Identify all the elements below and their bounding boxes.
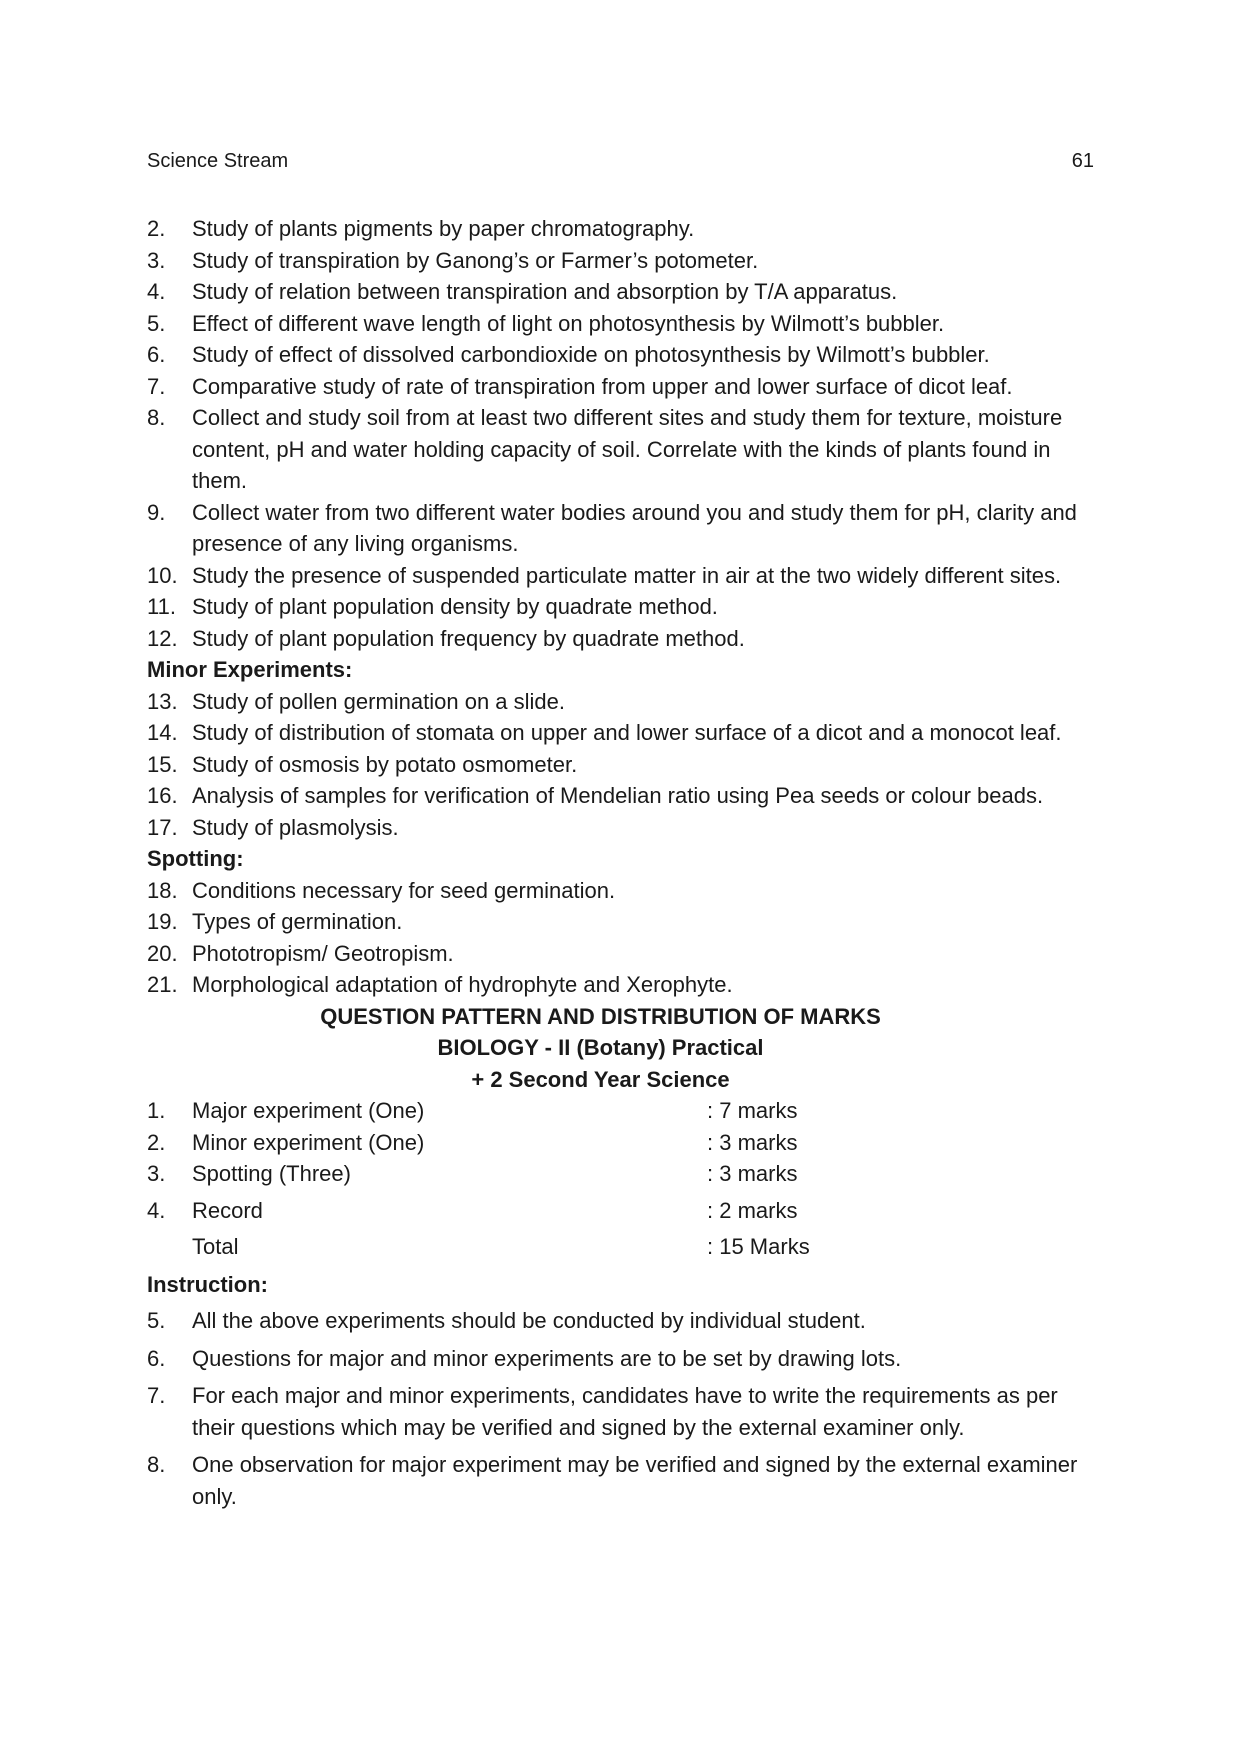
list-item: 15. Study of osmosis by potato osmometer. <box>147 751 578 777</box>
list-item: 9. Collect water from two different water bodies around you and study them for pH, clarity and presence of any living organisms. <box>147 499 1077 556</box>
marks-title: QUESTION PATTERN AND DISTRIBUTION OF MARKS <box>320 1003 881 1029</box>
list-item: 6. Questions for major and minor experiments are to be set by drawing lots. <box>147 1345 902 1371</box>
list-item: 18. Conditions necessary for seed germination. <box>147 877 616 903</box>
list-item: 7. For each major and minor experiments, candidates have to write the requirements as per their questions which may be verified and signed by the external examiner only. <box>147 1383 1058 1440</box>
list-item: 6. Study of effect of dissolved carbondioxide on photosynthesis by Wilmott’s bubbler. <box>147 342 990 367</box>
instruction-heading: Instruction: <box>147 1271 268 1297</box>
list-item: 20. Phototropism/ Geotropism. <box>147 940 454 966</box>
list-item: 3. Study of transpiration by Ganong’s or Farmer’s potometer. <box>147 247 759 273</box>
spotting-heading: Spotting: <box>147 846 244 871</box>
marks-row: 4. Record : 2 marks <box>147 1197 798 1223</box>
running-header <box>147 145 1094 177</box>
major-experiments-list <box>147 213 1094 654</box>
page-number: 61 <box>1071 150 1094 172</box>
list-item: 5. All the above experiments should be conducted by individual student. <box>147 1308 866 1333</box>
marks-table <box>147 1095 1094 1263</box>
list-item: 14. Study of distribution of stomata on upper and lower surface of a dicot and a monocot leaf. <box>147 720 1062 745</box>
list-item: 5. Effect of different wave length of light on photosynthesis by Wilmott’s bubbler. <box>147 310 945 336</box>
minor-experiments-heading: Minor Experiments: <box>147 657 353 682</box>
list-item: 12. Study of plant population frequency by quadrate method. <box>147 625 745 651</box>
marks-total-row: Total : 15 Marks <box>192 1234 810 1259</box>
marks-row: 2. Minor experiment (One) : 3 marks <box>147 1129 798 1155</box>
list-item: 11. Study of plant population density by quadrate method. <box>147 594 718 619</box>
instruction-list <box>147 1305 1094 1512</box>
section-title: Science Stream <box>147 150 289 172</box>
list-item: 2. Study of plants pigments by paper chromatography. <box>147 216 695 241</box>
marks-subtitle: BIOLOGY - II (Botany) Practical <box>437 1035 764 1060</box>
list-item: 8. Collect and study soil from at least two different sites and study them for texture, moisture content, pH and water holding capacity of soil. Correlate with the kinds of plants found in them. <box>147 405 1063 493</box>
list-item: 17. Study of plasmolysis. <box>147 814 399 840</box>
list-item: 7. Comparative study of rate of transpiration from upper and lower surface of dicot leaf. <box>147 373 1013 399</box>
spotting-list <box>147 875 1094 1001</box>
list-item: 4. Study of relation between transpiration and absorption by T/A apparatus. <box>147 279 898 304</box>
marks-subsubtitle: + 2 Second Year Science <box>471 1066 730 1092</box>
list-item: 8. One observation for major experiment may be verified and signed by the external examiner only. <box>147 1452 1078 1509</box>
document-page <box>147 145 1094 1518</box>
list-item: 13. Study of pollen germination on a slide. <box>147 688 566 714</box>
list-item: 19. Types of germination. <box>147 909 403 934</box>
minor-experiments-list <box>147 686 1094 844</box>
marks-row: 1. Major experiment (One) : 7 marks <box>147 1098 798 1123</box>
list-item: 21. Morphological adaptation of hydrophyte and Xerophyte. <box>147 972 733 997</box>
list-item: 10. Study the presence of suspended particulate matter in air at the two widely different sites. <box>147 562 1062 588</box>
list-item: 16. Analysis of samples for verification of Mendelian ratio using Pea seeds or colour beads. <box>147 783 1044 808</box>
marks-row: 3. Spotting (Three) : 3 marks <box>147 1161 798 1186</box>
